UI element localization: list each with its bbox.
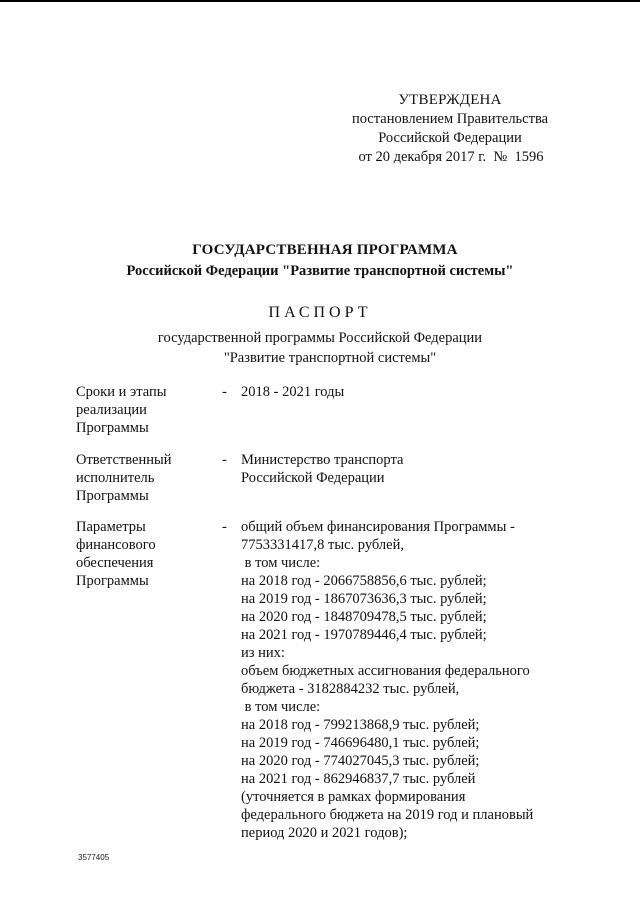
approval-heading: УТВЕРЖДЕНА <box>398 92 502 108</box>
row-label-line: Программы <box>76 573 149 589</box>
row-label-line: Программы <box>76 488 149 504</box>
row-label-line: обеспечения <box>76 555 154 571</box>
document-title <box>0 240 640 282</box>
row-dash: - <box>222 519 227 535</box>
approval-line-2: Российской Федерации <box>378 130 522 146</box>
row-value-line: в том числе: <box>241 555 321 571</box>
passport-subtitle <box>0 328 640 368</box>
row-label-line: исполнитель <box>76 470 155 486</box>
row-value-line: бюджета - 3182884232 тыс. рублей, <box>241 681 460 697</box>
row-value-line: на 2020 год - 774027045,3 тыс. рублей; <box>241 753 480 769</box>
row-value-line: (уточняется в рамках формирования <box>241 789 466 805</box>
row-value <box>241 518 581 842</box>
row-value-line: из них: <box>241 645 285 661</box>
row-value-line: объем бюджетных ассигнования федерального <box>241 663 530 679</box>
row-label <box>76 451 216 505</box>
row-value-line: в том числе: <box>241 699 321 715</box>
row-value-line: 7753331417,8 тыс. рублей, <box>241 537 404 553</box>
subtitle-line-1: государственной программы Российской Федерации <box>157 330 483 346</box>
row-value-line: 2018 - 2021 годы <box>241 384 345 400</box>
row-value-line: на 2018 год - 799213868,9 тыс. рублей; <box>241 717 480 733</box>
row-label-line: финансового <box>76 537 156 553</box>
row-label <box>76 518 216 590</box>
row-dash: - <box>222 452 227 468</box>
page-top-border <box>0 0 640 2</box>
row-label-line: Ответственный <box>76 452 172 468</box>
row-value-line: общий объем финансирования Программы - <box>241 519 515 535</box>
row-value-line: на 2018 год - 2066758856,6 тыс. рублей; <box>241 573 487 589</box>
approval-line-1: постановлением Правительства <box>351 111 549 127</box>
row-value-line: на 2021 год - 862946837,7 тыс. рублей <box>241 771 476 787</box>
row-value <box>241 383 581 401</box>
row-value-line: на 2020 год - 1848709478,5 тыс. рублей; <box>241 609 487 625</box>
row-value-line: на 2019 год - 746696480,1 тыс. рублей; <box>241 735 480 751</box>
row-label-line: Параметры <box>76 519 146 535</box>
document-code: 3577405 <box>78 853 110 862</box>
row-label <box>76 383 216 437</box>
approval-date-line: от 20 декабря 2017 г. № 1596 <box>358 149 544 165</box>
passport-heading: ПАСПОРТ <box>268 304 372 321</box>
title-line-2: Российской Федерации "Развитие транспортной системы" <box>126 263 514 279</box>
row-dash: - <box>222 384 227 400</box>
title-line-1: ГОСУДАРСТВЕННАЯ ПРОГРАММА <box>192 242 458 258</box>
approval-stamp <box>300 91 600 167</box>
row-label-line: Сроки и этапы <box>76 384 167 400</box>
row-value-line: на 2019 год - 1867073636,3 тыс. рублей; <box>241 591 487 607</box>
subtitle-line-2: "Развитие транспортной системы" <box>223 350 437 366</box>
row-value-line: период 2020 и 2021 годов); <box>241 825 408 841</box>
row-label-line: реализации <box>76 402 147 418</box>
row-value-line: Министерство транспорта <box>241 452 404 468</box>
row-label-line: Программы <box>76 420 149 436</box>
row-value-line: Российской Федерации <box>241 470 385 486</box>
row-value-line: на 2021 год - 1970789446,4 тыс. рублей; <box>241 627 487 643</box>
row-value-line: федерального бюджета на 2019 год и плановый <box>241 807 534 823</box>
row-value <box>241 451 581 487</box>
